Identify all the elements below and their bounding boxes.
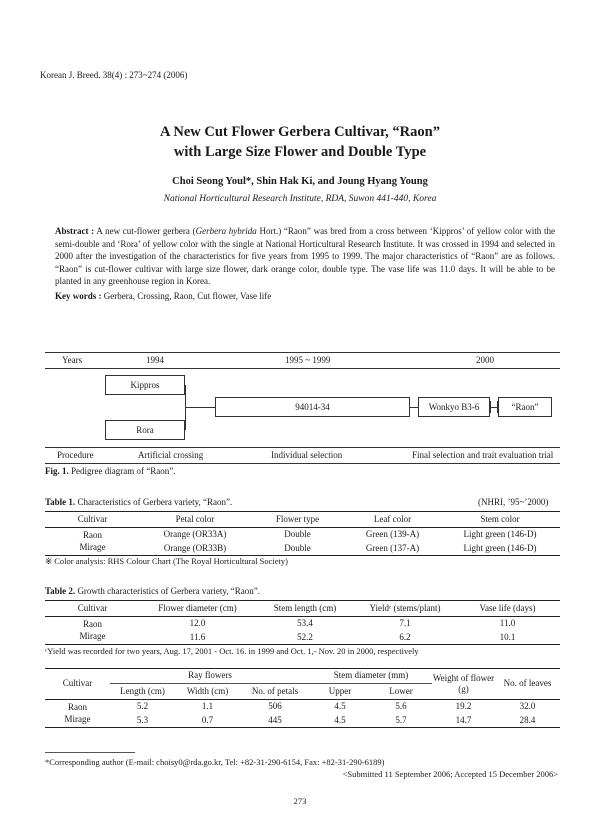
table2-cell: 52.2 xyxy=(297,631,313,642)
table1-header-petal: Petal color xyxy=(175,513,215,524)
keywords xyxy=(55,291,271,301)
table3-header-width: Width (cm) xyxy=(186,685,229,696)
footnote-divider xyxy=(45,752,135,753)
table2-cell: 53.4 xyxy=(297,618,313,628)
table3-cell: 19.2 xyxy=(455,701,472,711)
table2-header-flower-diameter: Flower diameter (cm) xyxy=(158,602,237,613)
table1-header-leaf: Leaf color xyxy=(373,513,412,524)
table3-header-lower: Lower xyxy=(389,685,413,696)
cross-link xyxy=(185,407,215,408)
table2-cell: 11.6 xyxy=(189,631,206,642)
procedure-label: Procedure xyxy=(57,450,94,460)
table2-header-row xyxy=(45,601,560,617)
table3-cell: 445 xyxy=(268,714,282,725)
table3-header-leaves: No. of leaves xyxy=(495,669,560,700)
table3-cell: Raon xyxy=(68,702,87,712)
table1-caption xyxy=(45,497,232,507)
table3-header-row-1 xyxy=(45,669,560,684)
table2-caption-label: Table 2. xyxy=(45,586,76,596)
table1-cell: Orange (OR33B) xyxy=(163,542,227,553)
table1-header-cultivar: Cultivar xyxy=(77,513,108,524)
paper-title-line2: with Large Size Flower and Double Type xyxy=(173,144,427,160)
table2-cell: Raon xyxy=(83,619,102,629)
table3-cell: 5.2 xyxy=(136,701,149,711)
years-label: Years xyxy=(62,355,83,365)
table2-caption-text: Growth characteristics of Gerbera variety, “Raon”. xyxy=(75,586,261,596)
year-1995-1999: 1995 ~ 1999 xyxy=(285,355,331,365)
table3 xyxy=(45,668,560,728)
line-link xyxy=(410,407,418,408)
keywords-label: Key words : xyxy=(55,291,102,301)
table-row xyxy=(45,714,560,728)
page-number: 273 xyxy=(293,796,307,806)
table2-header-stem-length: Stem length (cm) xyxy=(273,602,337,613)
abstract-species: Gerbera hybrida xyxy=(195,226,257,236)
table1-cell: Green (139-A) xyxy=(365,529,420,539)
abstract xyxy=(55,225,555,288)
wonkyo-b3-6-box: Wonkyo B3-6 xyxy=(418,397,490,417)
year-2000: 2000 xyxy=(476,355,494,365)
table1-header-flower-type: Flower type xyxy=(275,513,320,524)
table3-cell: 5.3 xyxy=(136,714,149,725)
table3-header-upper: Upper xyxy=(328,685,352,696)
table2-header-yield: Yieldᶜ (stems/plant) xyxy=(369,602,441,613)
figure-procedure-rule xyxy=(45,447,560,448)
table3-cell: 5.7 xyxy=(395,714,407,725)
abstract-text-a: A new cut-flower gerbera ( xyxy=(94,226,196,236)
table-row xyxy=(45,700,560,714)
figure-caption xyxy=(45,466,175,476)
table3-cell: 32.0 xyxy=(519,701,536,711)
table3-header-stem-diameter: Stem diameter (mm) xyxy=(310,669,432,684)
table1-cell: Double xyxy=(284,542,311,553)
submission-dates: <Submitted 11 September 2006; Accepted 15 December 2006> xyxy=(342,769,558,779)
paper-title-line1: A New Cut Flower Gerbera Cultivar, “Raon” xyxy=(160,124,440,140)
authors: Choi Seong Youl*, Shin Hak Ki, and Joung Hyang Young xyxy=(172,176,428,187)
table1-cell: Raon xyxy=(83,530,102,540)
table-row xyxy=(45,542,560,556)
parent-rora-box: Rora xyxy=(105,420,185,440)
raon-box: “Raon” xyxy=(498,397,552,417)
procedure-selection: Individual selection xyxy=(271,450,343,460)
table2-cell: 6.2 xyxy=(399,631,411,642)
parent-kippros-box: Kippros xyxy=(105,375,185,395)
table3-header-weight: Weight of flower (g) xyxy=(432,669,495,700)
abstract-label: Abstract : xyxy=(55,226,95,236)
table1-header-row xyxy=(45,512,560,528)
table1-note: ※ Color analysis: RHS Colour Chart (The Royal Horticultural Society) xyxy=(45,556,288,566)
table1-cell: Orange (OR33A) xyxy=(163,529,227,539)
table2-header-cultivar: Cultivar xyxy=(77,602,108,613)
abstract-text-b: Hort.) “Raon” was bred from a cross between ‘Kippros’ of yellow color with the semi-double and ‘Rora’ of yellow color with the single at National Horticultural Research Institute. It was crossed in 1994 and selected in 2000 after the investigation of the characteristics for five years from 1995 to 1999. The major characteristics of “Raon” are as follows. “Raon” is cut-flower cultivar with large size flower, dark orange color, double type. The vase life was 11.0 days. It will be able to be planted in any greenhouse region in Korea. xyxy=(55,226,555,287)
procedure-final-trial: Final selection and trait evaluation trial xyxy=(412,450,554,460)
table1-header-stem: Stem color xyxy=(480,513,520,524)
table2-caption xyxy=(45,586,260,596)
table1-cell: Mirage xyxy=(79,541,106,552)
figure-bottom-rule xyxy=(45,463,560,464)
table1-cell: Light green (146-D) xyxy=(463,542,537,553)
table2-cell: 11.0 xyxy=(499,618,516,628)
table1-caption-text: Characteristics of Gerbera variety, “Raon”. xyxy=(75,497,233,507)
table3-header-length: Length (cm) xyxy=(120,685,165,696)
table3-cell: Mirage xyxy=(64,713,91,724)
table1-cell: Green (137-A) xyxy=(365,542,420,553)
table3-cell: 506 xyxy=(268,701,282,711)
table2-note: ᶜYield was recorded for two years, Aug. 17, 2001 - Oct. 16. in 1999 and Oct. 1,- Nov. 20 in 2000, respectively xyxy=(45,646,419,656)
table3-header-cultivar: Cultivar xyxy=(45,669,110,700)
corresponding-author: *Corresponding author (E-mail: choisy0@rda.go.kr, Tel: +82-31-290-6154, Fax: +82-31-290-6189) xyxy=(45,757,385,767)
figure-top-rule xyxy=(45,352,560,353)
table3-cell: 14.7 xyxy=(455,714,472,725)
line-94014-34-box: 94014-34 xyxy=(215,397,410,417)
table-row xyxy=(45,631,560,645)
table3-cell: 5.6 xyxy=(395,701,407,711)
table2-cell: 10.1 xyxy=(499,631,516,642)
table2-cell: 12.0 xyxy=(189,618,206,628)
table3-cell: 1.1 xyxy=(201,701,214,711)
table-row xyxy=(45,617,560,631)
procedure-crossing: Artificial crossing xyxy=(138,450,204,460)
table3-cell: 4.5 xyxy=(334,701,346,711)
table1-caption-label: Table 1. xyxy=(45,497,76,507)
table2-cell: 7.1 xyxy=(399,618,411,628)
figure-caption-text: Pedigree diagram of “Raon”. xyxy=(68,466,176,476)
affiliation: National Horticultural Research Institute, RDA, Suwon 441-440, Korea xyxy=(163,194,437,204)
table1-cell: Double xyxy=(284,529,311,539)
figure-caption-label: Fig. 1. xyxy=(45,466,69,476)
table3-header-petals: No. of petals xyxy=(251,685,299,696)
figure-header-rule xyxy=(45,368,560,369)
table2-cell: Mirage xyxy=(79,630,106,641)
table2-header-vase-life: Vase life (days) xyxy=(479,602,536,613)
table-row xyxy=(45,528,560,542)
table2 xyxy=(45,600,560,645)
journal-citation: Korean J. Breed. 38(4) : 273~274 (2006) xyxy=(40,70,188,80)
table1 xyxy=(45,511,560,556)
table1-source: (NHRI, ’95~’2000) xyxy=(478,497,549,507)
year-1994: 1994 xyxy=(146,355,164,365)
table3-cell: 4.5 xyxy=(334,714,346,725)
keywords-text: Gerbera, Crossing, Raon, Cut flower, Vase life xyxy=(101,291,272,301)
table3-header-ray-flowers: Ray flowers xyxy=(110,669,310,684)
table3-cell: 28.4 xyxy=(519,714,536,725)
table1-cell: Light green (146-D) xyxy=(463,529,537,539)
table3-cell: 0.7 xyxy=(201,714,214,725)
